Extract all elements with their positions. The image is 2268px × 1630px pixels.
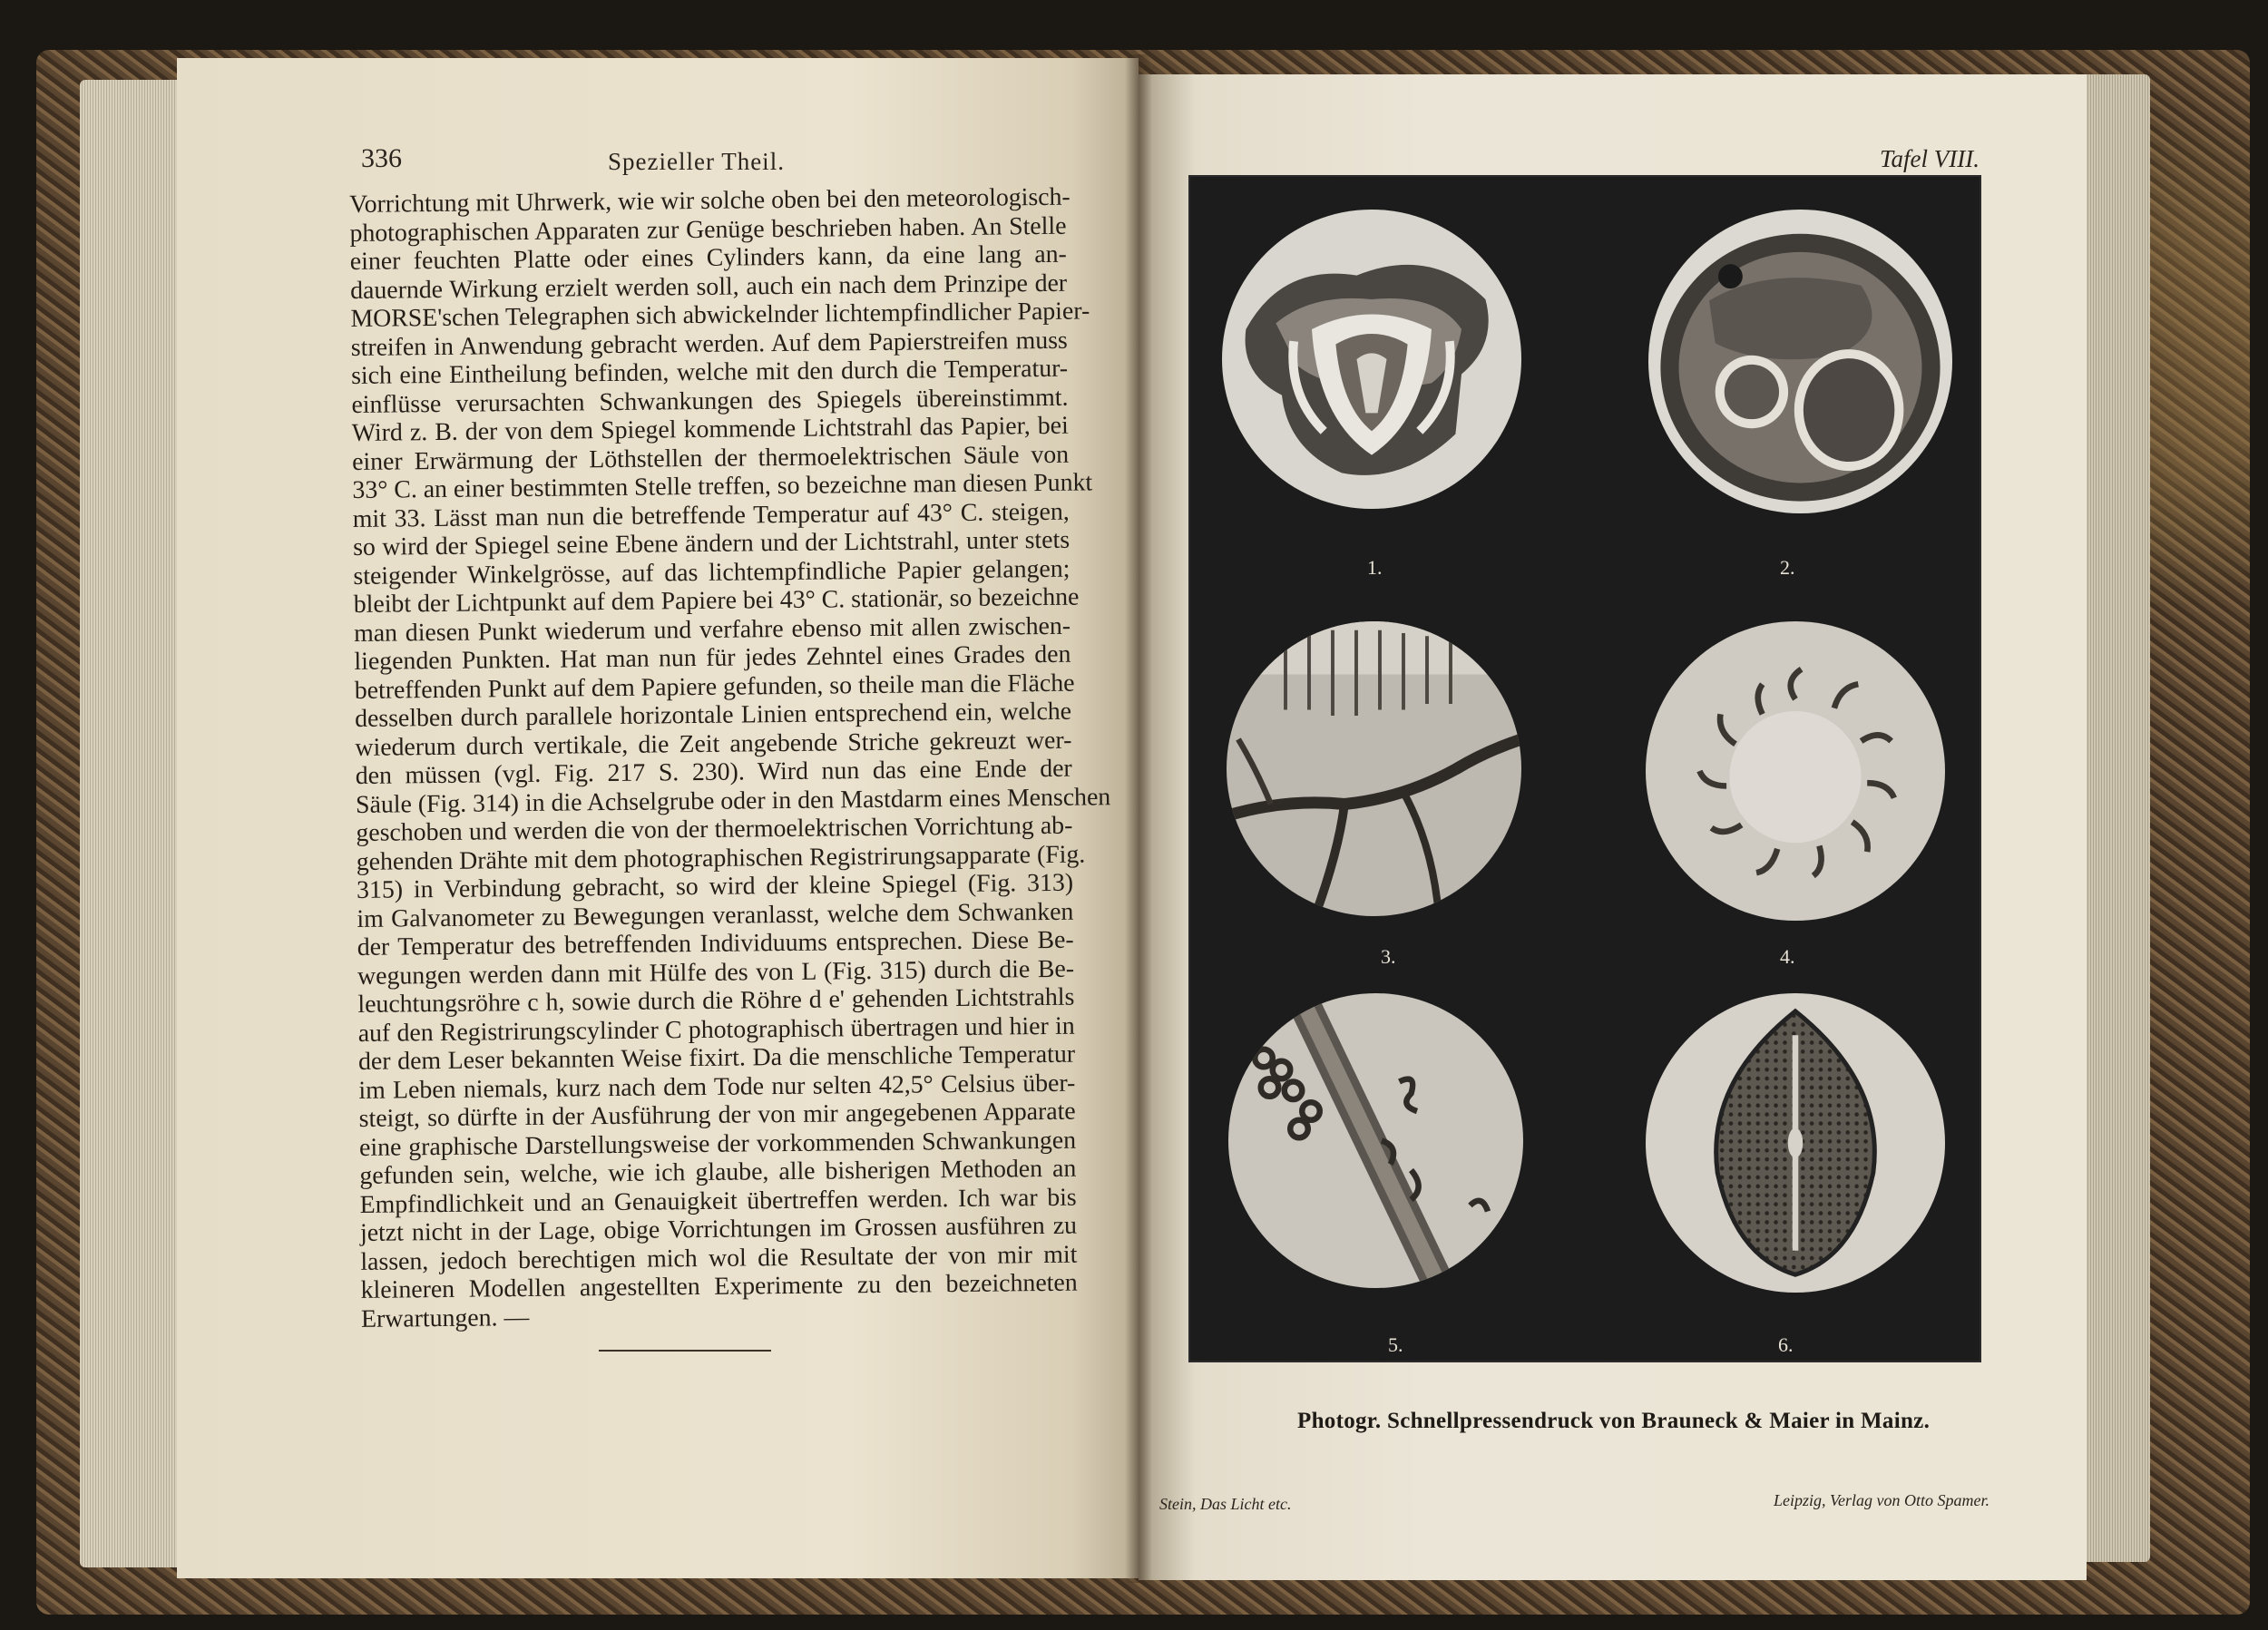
text-line: dauernde Wirkung erzielt werden soll, auch ein nach dem Prinzipe der <box>349 268 1068 305</box>
text-line: Empfindlichkeit und an Genauigkeit übertreffen werden. Ich war bis <box>359 1183 1077 1219</box>
text-line: betreffenden Punkt auf dem Papiere gefunden, so theile man die Fläche <box>354 669 1075 705</box>
figure-label-5: 5. <box>1388 1333 1403 1356</box>
figure-label-2: 2. <box>1780 556 1795 579</box>
page-edges-left <box>80 80 189 1567</box>
text-line: der Temperatur des betreffenden Individuums entsprechen. Diese Be- <box>357 925 1074 961</box>
text-line: liegenden Punkten. Hat man nun für jedes Zehntel eines Grades den <box>354 639 1071 676</box>
text-line: Säule (Fig. 314) in die Achselgrube oder in den Mastdarm eines Menschen <box>355 782 1111 819</box>
figure-label-1: 1. <box>1367 556 1383 579</box>
text-line: 315) in Verbindung gebracht, so wird der kleine Spiegel (Fig. 313) <box>356 868 1074 904</box>
text-line: gehenden Drähte mit dem photographischen Registrirungsapparate (Fig. <box>356 840 1086 876</box>
text-line: einer Erwärmung der Löthstellen der thermoelektrischen Säule von <box>351 440 1070 476</box>
text-line: 33° C. an einer bestimmten Stelle treffen, so bezeichne man diesen Punkt <box>352 468 1093 504</box>
page-edges-right <box>2077 74 2150 1562</box>
text-line: Wird z. B. der von dem Spiegel kommende Lichtstrahl das Papier, bei <box>351 411 1069 447</box>
text-line: im Leben niemals, kurz nach dem Tode nur selten 42,5° Celsius über- <box>358 1069 1076 1105</box>
text-line: so wird der Spiegel seine Ebene ändern und der Lichtstrahl, unter stets <box>352 525 1070 561</box>
micrograph-5 <box>1228 993 1523 1288</box>
text-line: Vorrichtung mit Uhrwerk, wie wir solche oben bei den meteorologisch- <box>349 182 1070 219</box>
text-line: streifen in Anwendung gebracht werden. Auf dem Papierstreifen muss <box>350 326 1068 362</box>
text-line: sich eine Eintheilung befinden, welche mit den durch die Temperatur- <box>350 354 1069 390</box>
text-line: der dem Leser bekannten Weise fixirt. Da die menschliche Temperatur <box>357 1039 1076 1076</box>
text-line: einflüsse verursachten Schwankungen des Spiegels übereinstimmt. <box>351 383 1069 419</box>
text-line: photographischen Apparaten zur Genüge beschrieben haben. An Stelle <box>349 211 1067 248</box>
footer-right: Leipzig, Verlag von Otto Spamer. <box>1774 1491 1989 1509</box>
text-line: bleibt der Lichtpunkt auf dem Papiere bei 43° C. stationär, so bezeichne <box>353 582 1080 619</box>
plate-label: Tafel VIII. <box>1880 145 1980 172</box>
text-line: jetzt nicht in der Lage, obige Vorrichtungen im Grossen ausführen zu <box>359 1211 1078 1247</box>
figure-label-3: 3. <box>1381 945 1396 968</box>
text-line: steigender Winkelgrösse, auf das lichtempfindliche Papier gelangen; <box>353 554 1070 591</box>
figure-label-4: 4. <box>1780 945 1795 968</box>
text-line: den müssen (vgl. Fig. 217 S. 230). Wird nun das eine Ende der <box>355 754 1072 790</box>
body-text <box>349 182 1111 1333</box>
footer-left: Stein, Das Licht etc. <box>1159 1495 1292 1513</box>
text-line: wiederum durch vertikale, die Zeit angebende Striche gekreuzt wer- <box>355 726 1072 762</box>
text-line: kleineren Modellen angestellten Experimente zu den bezeichneten <box>360 1268 1078 1304</box>
text-line: gefunden sein, welche, wie ich glaube, alle bisherigen Methoden an <box>359 1154 1077 1190</box>
micrograph-2 <box>1648 210 1952 513</box>
text-line: geschoben und werden die von der thermoelektrischen Vorrichtung ab- <box>356 811 1073 847</box>
text-line: auf den Registrirungscylinder C photographisch übertragen und hier in <box>357 1011 1075 1048</box>
micrograph-plate <box>1190 177 1980 1361</box>
figure-label-6: 6. <box>1778 1333 1794 1356</box>
micrograph-6 <box>1646 993 1945 1293</box>
page-number: 336 <box>361 143 402 173</box>
micrograph-3 <box>1227 621 1521 916</box>
text-line: wegungen werden dann mit Hülfe des von L (Fig. 315) durch die Be- <box>357 954 1075 991</box>
text-line: leuchtungsröhre c h, sowie durch die Röhre d e' gehenden Lichtstrahls <box>357 982 1075 1019</box>
section-end-rule <box>599 1350 771 1352</box>
text-line: Erwartungen. — <box>360 1303 530 1333</box>
text-line: eine graphische Darstellungsweise der vorkommenden Schwankungen <box>358 1126 1077 1162</box>
text-line: im Galvanometer zu Bewegungen veranlasst, welche dem Schwanken <box>357 897 1074 933</box>
micrograph-4 <box>1646 621 1945 921</box>
text-line: desselben durch parallele horizontale Linien entsprechend ein, welche <box>354 697 1072 733</box>
text-line: lassen, jedoch berechtigen mich wol die Resultate der von mir mit <box>360 1240 1078 1276</box>
text-line: einer feuchten Platte oder eines Cylinders kann, da eine lang an- <box>349 239 1067 276</box>
text-line: mit 33. Lässt man nun die betreffende Temperatur auf 43° C. steigen, <box>352 497 1070 533</box>
book-gutter <box>1125 54 1152 1583</box>
text-line: MORSE'schen Telegraphen sich abwickelnder lichtempfindlicher Papier- <box>350 297 1090 333</box>
text-line: man diesen Punkt wiederum und verfahre ebenso mit allen zwischen- <box>353 611 1071 648</box>
micrograph-1 <box>1222 210 1521 509</box>
plate-caption: Photogr. Schnellpressendruck von Brauneck & Maier in Mainz. <box>1297 1409 1931 1433</box>
text-line: steigt, so dürfte in der Ausführung der von mir angegebenen Apparate <box>358 1097 1076 1133</box>
running-head: Spezieller Theil. <box>608 148 785 175</box>
